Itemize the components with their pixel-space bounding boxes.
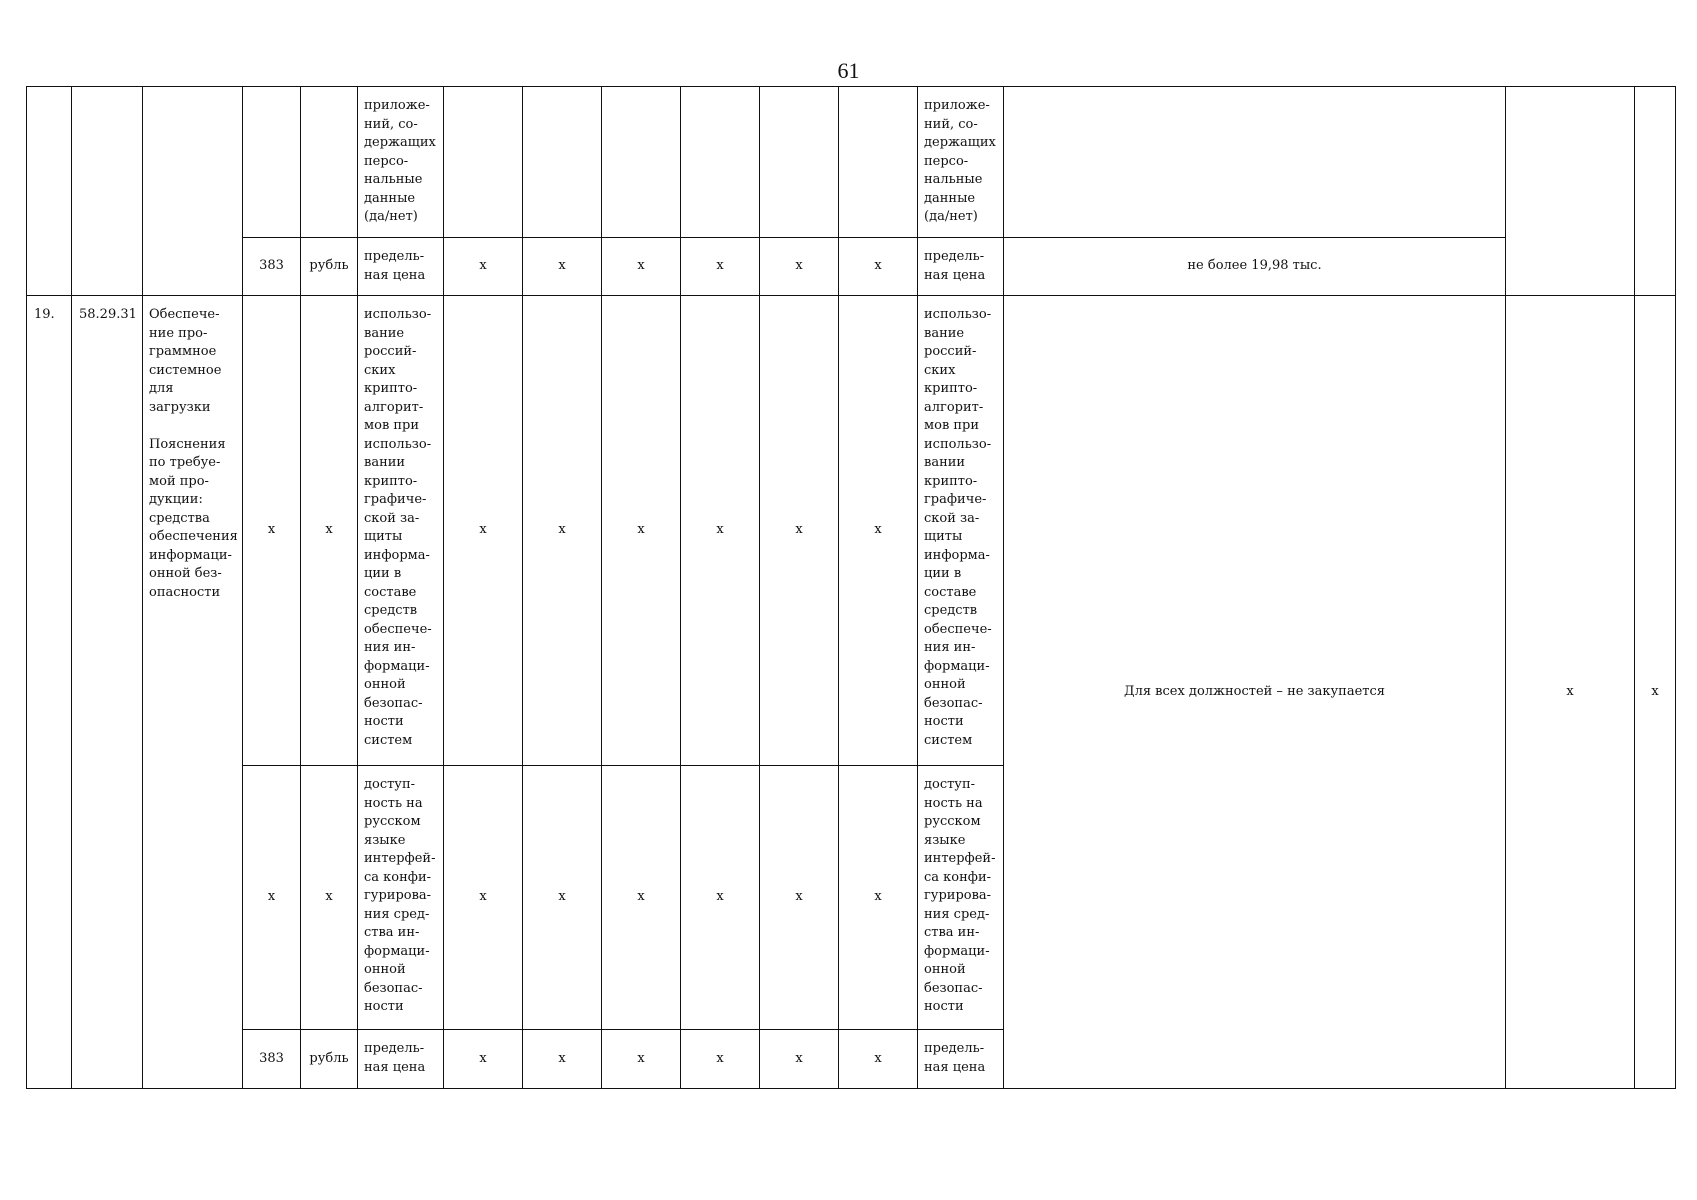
cell-characteristic: предель- ная цена <box>918 1030 1004 1089</box>
cell-characteristic: приложе- ний, со- держащих персо- нальные данные (да/нет) <box>358 87 444 238</box>
cell-characteristic: доступ- ность на русском языке интерфей- са конфи- гурирова- ния сред- ства ин- формаци- онной безопас- ности <box>918 766 1004 1030</box>
cell-unit: рубль <box>301 1030 358 1089</box>
x-mark: x <box>681 296 760 766</box>
cell-characteristic: использо- вание россий- ских крипто- алгорит- мов при использо- вании крипто- графиче- ской за- щиты информа- ции в составе средств обеспече- ния ин- формаци- онной безопас- ности систем <box>918 296 1004 766</box>
cell-value <box>444 87 523 238</box>
x-mark: x <box>301 296 358 766</box>
cell-unit: рубль <box>301 238 358 296</box>
cell-characteristic: предель- ная цена <box>358 238 444 296</box>
cell-characteristic: предель- ная цена <box>918 238 1004 296</box>
cell-okpd: 58.29.31 <box>72 296 143 1089</box>
x-mark: x <box>444 238 523 296</box>
x-mark: x <box>444 1030 523 1089</box>
cell-value <box>602 87 681 238</box>
requirements-table <box>26 86 1676 1089</box>
page-number: 61 <box>837 58 860 83</box>
cell-number <box>27 87 72 296</box>
table-row <box>27 296 1676 766</box>
cell-code: 383 <box>243 1030 301 1089</box>
cell-characteristic: доступ- ность на русском языке интерфей- са конфи- гурирова- ния сред- ства ин- формаци- онной безопас- ности <box>358 766 444 1030</box>
x-mark: x <box>839 238 918 296</box>
x-mark: x <box>681 238 760 296</box>
x-mark: x <box>1506 296 1635 1089</box>
x-mark: x <box>444 766 523 1030</box>
cell-characteristic: использо- вание россий- ских крипто- алгорит- мов при использо- вании крипто- графиче- ской за- щиты информа- ции в составе средств обеспече- ния ин- формаци- онной безопас- ности систем <box>358 296 444 766</box>
x-mark: x <box>760 296 839 766</box>
x-mark: x <box>523 766 602 1030</box>
x-mark: x <box>839 296 918 766</box>
cell-value <box>523 87 602 238</box>
x-mark: x <box>1635 296 1676 1089</box>
cell-name: Обеспече- ние про- граммное системное для загрузки Пояснения по требуе- мой про- дукции: средства обеспечения информаци- онной без- опасности <box>143 296 243 1089</box>
table-row <box>27 238 1676 296</box>
x-mark: x <box>681 766 760 1030</box>
cell-extra <box>1506 87 1635 296</box>
table-row <box>27 87 1676 238</box>
x-mark: x <box>760 1030 839 1089</box>
x-mark: x <box>681 1030 760 1089</box>
x-mark: x <box>602 238 681 296</box>
cell-value <box>839 87 918 238</box>
x-mark: x <box>243 766 301 1030</box>
x-mark: x <box>839 766 918 1030</box>
cell-okpd <box>72 87 143 296</box>
x-mark: x <box>523 238 602 296</box>
x-mark: x <box>523 1030 602 1089</box>
cell-characteristic: предель- ная цена <box>358 1030 444 1089</box>
cell-value-text: не более 19,98 тыс. <box>1004 238 1506 296</box>
x-mark: x <box>839 1030 918 1089</box>
x-mark: x <box>602 296 681 766</box>
cell-unit <box>301 87 358 238</box>
cell-characteristic: приложе- ний, со- держащих персо- нальные данные (да/нет) <box>918 87 1004 238</box>
cell-value <box>681 87 760 238</box>
x-mark: x <box>602 766 681 1030</box>
cell-number: 19. <box>27 296 72 1089</box>
x-mark: x <box>760 766 839 1030</box>
x-mark: x <box>760 238 839 296</box>
cell-extra <box>1635 87 1676 296</box>
cell-value-text: Для всех должностей – не закупается <box>1004 296 1506 1089</box>
cell-name <box>143 87 243 296</box>
cell-value <box>1004 87 1506 238</box>
x-mark: x <box>602 1030 681 1089</box>
cell-value <box>760 87 839 238</box>
x-mark: x <box>301 766 358 1030</box>
cell-code <box>243 87 301 238</box>
x-mark: x <box>243 296 301 766</box>
cell-code: 383 <box>243 238 301 296</box>
x-mark: x <box>523 296 602 766</box>
x-mark: x <box>444 296 523 766</box>
